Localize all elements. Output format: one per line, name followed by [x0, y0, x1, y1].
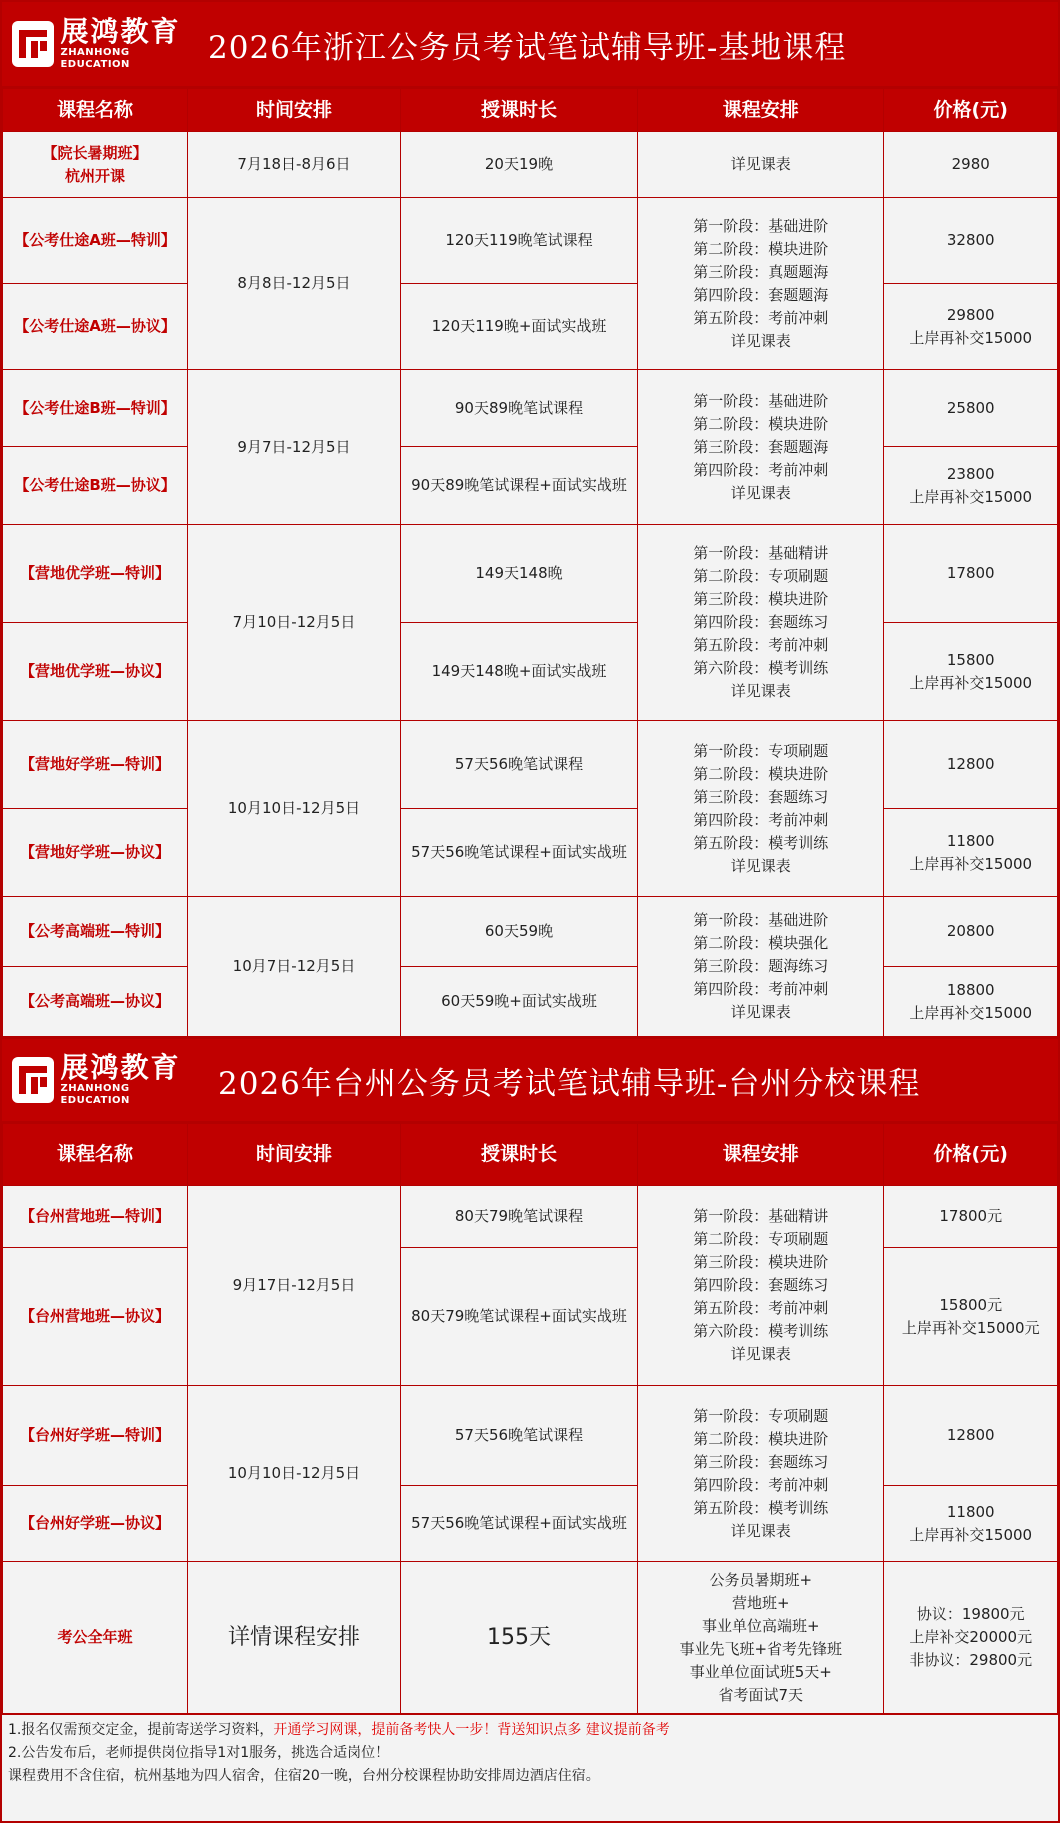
course-plan	[638, 525, 884, 721]
price-line: 上岸再补交15000元	[901, 1318, 1040, 1337]
table-row	[3, 284, 1058, 370]
logo	[12, 1053, 192, 1107]
col-header-duration: 授课时长	[400, 1124, 637, 1186]
list-line: 第一阶段：专项刷题	[693, 1406, 829, 1425]
course-price: 2980	[884, 132, 1058, 198]
logo-cn: 展鸿教育	[60, 1051, 181, 1084]
price-line: 上岸再补交15000	[909, 328, 1033, 347]
table-row	[3, 1248, 1058, 1386]
course-price: 12800	[884, 1386, 1058, 1486]
price-line: 15800	[946, 650, 995, 669]
course-name: 【台州好学班—特训】	[3, 1386, 188, 1486]
table-row	[3, 967, 1058, 1037]
course-plan	[638, 370, 884, 525]
course-name: 【台州营地班—协议】	[3, 1248, 188, 1386]
course-price	[884, 447, 1058, 525]
course-price	[884, 809, 1058, 897]
price-line: 11800	[946, 1502, 995, 1521]
course-name: 【公考仕途A班—特训】	[3, 198, 188, 284]
course-plan	[638, 1186, 884, 1386]
course-price: 20800	[884, 897, 1058, 967]
list-line: 第四阶段：考前冲刺	[693, 460, 829, 479]
list-line: 第二阶段：专项刷题	[693, 567, 829, 585]
course-duration: 155天	[400, 1562, 637, 1714]
course-plan	[638, 1562, 884, 1714]
list-line: 省考面试7天	[718, 1685, 804, 1704]
course-name: 【公考仕途A班—协议】	[3, 284, 188, 370]
course-name: 【公考仕途B班—协议】	[3, 447, 188, 525]
list-line: 第三阶段：题海练习	[693, 957, 829, 975]
section1-table	[2, 88, 1058, 1037]
course-duration: 80天79晚笔试课程+面试实战班	[400, 1248, 637, 1386]
course-price	[884, 967, 1058, 1037]
list-line: 第六阶段：模考训练	[693, 659, 829, 677]
section2-table	[2, 1123, 1058, 1714]
course-plan: 详见课表	[638, 132, 884, 198]
course-price	[884, 623, 1058, 721]
course-duration: 57天56晚笔试课程+面试实战班	[400, 1486, 637, 1562]
table-row	[3, 198, 1058, 284]
course-price	[884, 1248, 1058, 1386]
logo	[12, 17, 192, 71]
list-line: 第二阶段：模块进阶	[693, 764, 829, 783]
list-line: 第一阶段：基础进阶	[693, 391, 829, 410]
course-duration: 80天79晚笔试课程	[400, 1186, 637, 1248]
list-line: 协议：19800元	[916, 1605, 1025, 1623]
course-price	[884, 284, 1058, 370]
list-line: 第五阶段：考前冲刺	[693, 636, 829, 654]
list-line: 第四阶段：套题练习	[693, 1276, 829, 1294]
price-line: 11800	[946, 831, 995, 850]
course-name: 【台州好学班—协议】	[3, 1486, 188, 1562]
list-line: 第四阶段：考前冲刺	[693, 1475, 829, 1494]
table-row	[3, 1486, 1058, 1562]
list-line: 第三阶段：模块进阶	[693, 590, 829, 608]
list-line: 第三阶段：套题练习	[693, 787, 829, 806]
col-header-plan: 课程安排	[638, 89, 884, 132]
col-header-price: 价格(元)	[884, 89, 1058, 132]
course-price: 32800	[884, 198, 1058, 284]
course-name: 【台州营地班—特训】	[3, 1186, 188, 1248]
note-line-3: 课程费用不含住宿，杭州基地为四人宿舍，住宿20一晚，台州分校课程协助安排周边酒店住宿。	[8, 1768, 600, 1784]
price-line: 29800	[946, 305, 995, 324]
list-line: 第五阶段：考前冲刺	[693, 308, 829, 327]
list-line: 第一阶段：基础精讲	[693, 1207, 829, 1225]
price-line: 上岸再补交15000	[909, 1525, 1033, 1544]
col-header-name: 课程名称	[3, 89, 188, 132]
course-plan	[638, 721, 884, 897]
logo-en: ZHANHONG EDUCATION	[60, 1083, 130, 1106]
price-line: 上岸再补交15000	[909, 1003, 1033, 1022]
list-line: 第四阶段：考前冲刺	[693, 980, 829, 998]
course-price	[884, 1486, 1058, 1562]
section2-banner	[2, 1037, 1058, 1123]
list-line: 详见课表	[730, 856, 791, 875]
table-row	[3, 370, 1058, 447]
course-plan	[638, 198, 884, 370]
section1-title: 2026年浙江公务员考试笔试辅导班-基地课程	[208, 29, 847, 66]
course-name: 【公考高端班—特训】	[3, 897, 188, 967]
notes	[2, 1714, 1058, 1821]
col-header-time: 时间安排	[188, 89, 401, 132]
course-name: 【营地优学班—特训】	[3, 525, 188, 623]
col-header-price: 价格(元)	[884, 1124, 1058, 1186]
section2-title: 2026年台州公务员考试笔试辅导班-台州分校课程	[218, 1065, 921, 1102]
note-line-2: 2.公告发布后，老师提供岗位指导1对1服务，挑选合适岗位！	[8, 1745, 390, 1761]
table-row	[3, 623, 1058, 721]
list-line: 第四阶段：考前冲刺	[693, 810, 829, 829]
course-name: 考公全年班	[3, 1562, 188, 1714]
price-line: 上岸再补交15000	[909, 673, 1033, 692]
list-line: 第四阶段：套题题海	[693, 285, 829, 304]
course-duration: 57天56晚笔试课程	[400, 721, 637, 809]
table-row	[3, 721, 1058, 809]
list-line: 第五阶段：模考训练	[693, 833, 829, 852]
course-time: 8月8日-12月5日	[188, 198, 401, 370]
course-time: 9月17日-12月5日	[188, 1186, 401, 1386]
logo-cn: 展鸿教育	[60, 15, 181, 48]
list-line: 第二阶段：模块进阶	[693, 414, 829, 433]
list-line: 第五阶段：考前冲刺	[693, 1299, 829, 1317]
course-plan	[638, 1386, 884, 1562]
section2-header-row	[3, 1124, 1058, 1186]
logo-icon	[12, 21, 54, 67]
course-price: 17800	[884, 525, 1058, 623]
list-line: 第一阶段：基础进阶	[693, 216, 829, 235]
list-line: 上岸补交20000元	[909, 1628, 1033, 1646]
logo-icon	[12, 1057, 54, 1103]
course-duration: 149天148晚+面试实战班	[400, 623, 637, 721]
list-line: 非协议：29800元	[909, 1651, 1033, 1669]
course-time: 7月18日-8月6日	[188, 132, 401, 198]
course-price: 17800元	[884, 1186, 1058, 1248]
price-line: 上岸再补交15000	[909, 487, 1033, 506]
table-row	[3, 1386, 1058, 1486]
note-highlight: 开通学习网课，提前备考快人一步！背送知识点多 建议提前备考	[273, 1722, 670, 1738]
course-price	[884, 1562, 1058, 1714]
price-line: 15800元	[939, 1295, 1003, 1314]
list-line: 事业单位高端班+	[701, 1616, 820, 1635]
course-plan	[638, 897, 884, 1037]
price-line: 上岸再补交15000	[909, 854, 1033, 873]
course-time: 10月10日-12月5日	[188, 1386, 401, 1562]
list-line: 详见课表	[730, 331, 791, 350]
list-line: 第三阶段：真题题海	[693, 262, 829, 281]
list-line: 第六阶段：模考训练	[693, 1322, 829, 1340]
list-line: 详见课表	[730, 1345, 791, 1363]
list-line: 第二阶段：模块强化	[693, 934, 829, 952]
course-duration: 149天148晚	[400, 525, 637, 623]
course-price: 25800	[884, 370, 1058, 447]
list-line: 详见课表	[730, 1521, 791, 1540]
logo-en: ZHANHONG EDUCATION	[60, 47, 130, 70]
list-line: 第二阶段：模块进阶	[693, 1429, 829, 1448]
course-name-line: 杭州开课	[65, 166, 126, 185]
course-duration: 120天119晚+面试实战班	[400, 284, 637, 370]
course-time: 9月7日-12月5日	[188, 370, 401, 525]
table-row	[3, 1186, 1058, 1248]
col-header-plan: 课程安排	[638, 1124, 884, 1186]
list-line: 详见课表	[730, 682, 791, 700]
table-row	[3, 809, 1058, 897]
course-name	[3, 132, 188, 198]
list-line: 第二阶段：模块进阶	[693, 239, 829, 258]
course-duration: 60天59晚	[400, 897, 637, 967]
list-line: 第一阶段：专项刷题	[693, 741, 829, 760]
course-duration: 57天56晚笔试课程	[400, 1386, 637, 1486]
course-time: 10月7日-12月5日	[188, 897, 401, 1037]
list-line: 第五阶段：模考训练	[693, 1498, 829, 1517]
course-name: 【公考高端班—协议】	[3, 967, 188, 1037]
course-name: 【公考仕途B班—特训】	[3, 370, 188, 447]
list-line: 第一阶段：基础精讲	[693, 544, 829, 562]
list-line: 第三阶段：套题练习	[693, 1452, 829, 1471]
table-row	[3, 525, 1058, 623]
course-duration: 90天89晚笔试课程+面试实战班	[400, 447, 637, 525]
table-row	[3, 447, 1058, 525]
list-line: 事业先飞班+省考先锋班	[679, 1639, 843, 1658]
list-line: 公务员暑期班+	[709, 1570, 813, 1589]
list-line: 事业单位面试班5天+	[689, 1662, 832, 1681]
note-text: 1.报名仅需预交定金，提前寄送学习资料，	[8, 1722, 274, 1738]
table-row	[3, 897, 1058, 967]
list-line: 详见课表	[730, 1003, 791, 1021]
col-header-time: 时间安排	[188, 1124, 401, 1186]
course-name: 【营地优学班—协议】	[3, 623, 188, 721]
price-line: 23800	[946, 464, 995, 483]
course-time: 7月10日-12月5日	[188, 525, 401, 721]
list-line: 营地班+	[731, 1593, 790, 1612]
col-header-duration: 授课时长	[400, 89, 637, 132]
course-duration: 90天89晚笔试课程	[400, 370, 637, 447]
course-duration: 20天19晚	[400, 132, 637, 198]
course-time: 10月10日-12月5日	[188, 721, 401, 897]
course-name-line: 【院长暑期班】	[42, 143, 148, 162]
course-time: 详情课程安排	[188, 1562, 401, 1714]
list-line: 第二阶段：专项刷题	[693, 1230, 829, 1248]
col-header-name: 课程名称	[3, 1124, 188, 1186]
table-row	[3, 132, 1058, 198]
course-duration: 57天56晚笔试课程+面试实战班	[400, 809, 637, 897]
list-line: 第一阶段：基础进阶	[693, 911, 829, 929]
list-line: 第三阶段：模块进阶	[693, 1253, 829, 1271]
course-price: 12800	[884, 721, 1058, 809]
section1-banner	[2, 2, 1058, 88]
course-name: 【营地好学班—协议】	[3, 809, 188, 897]
price-line: 18800	[946, 980, 995, 999]
note-line-1	[8, 1719, 1052, 1742]
list-line: 详见课表	[730, 483, 791, 502]
table-row	[3, 1562, 1058, 1714]
list-line: 第四阶段：套题练习	[693, 613, 829, 631]
section1-header-row	[3, 89, 1058, 132]
course-duration: 60天59晚+面试实战班	[400, 967, 637, 1037]
course-name: 【营地好学班—特训】	[3, 721, 188, 809]
course-duration: 120天119晚笔试课程	[400, 198, 637, 284]
list-line: 第三阶段：套题题海	[693, 437, 829, 456]
